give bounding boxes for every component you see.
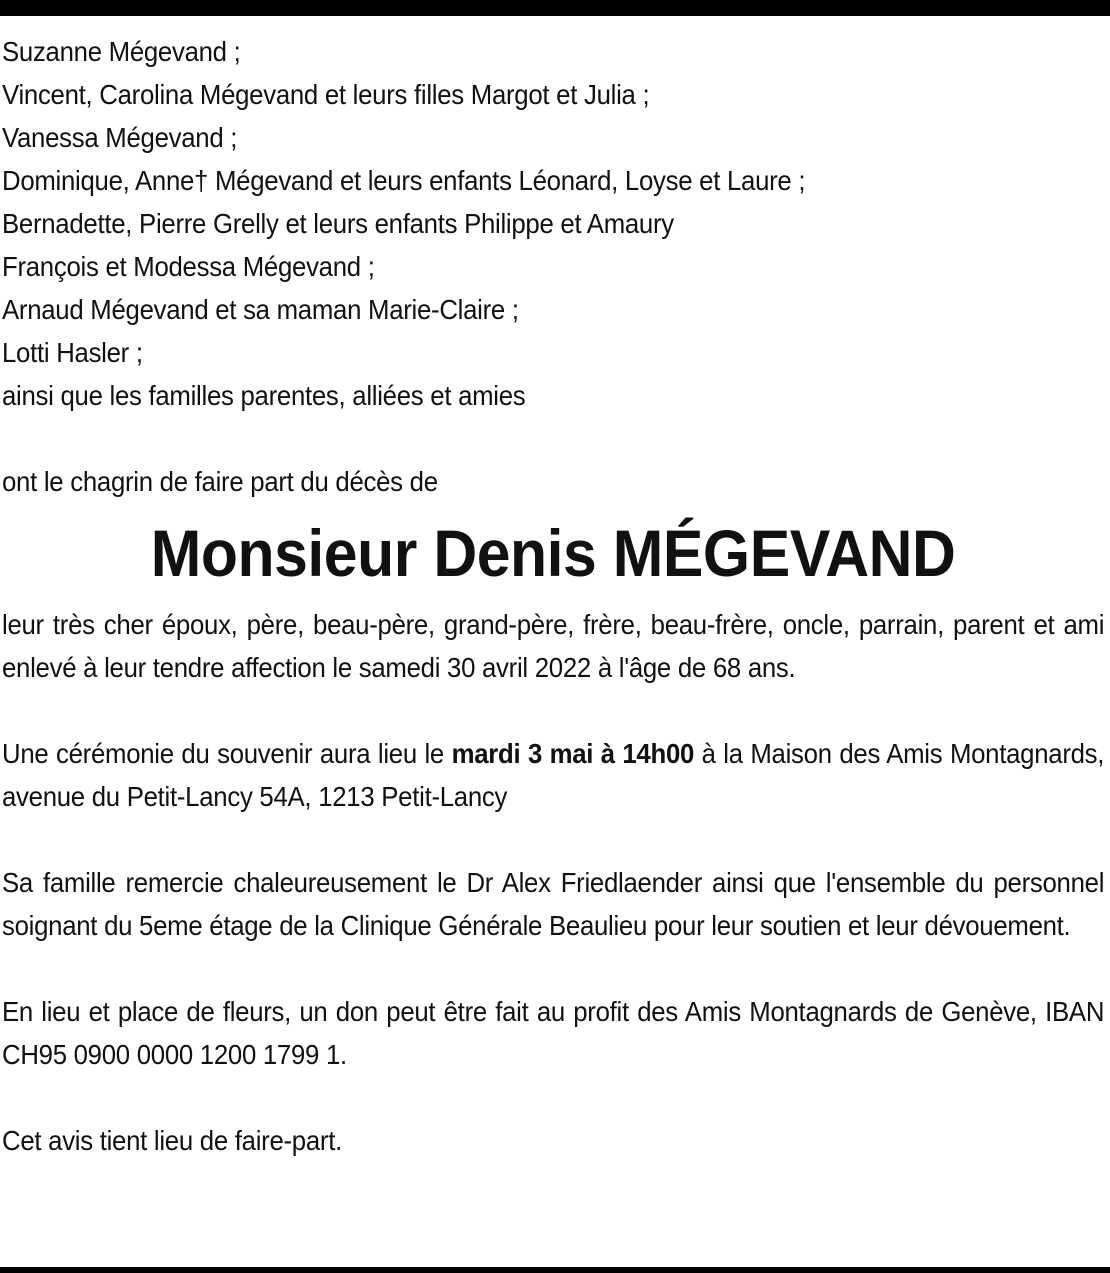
ceremony-date-time: mardi 3 mai à 14h00 [451,738,695,769]
family-line: Bernadette, Pierre Grelly et leurs enfants Philippe et Amaury [2,208,674,239]
ceremony-paragraph [2,732,1104,818]
announcement-text: ont le chagrin de faire part du décès de [2,466,438,497]
spacer [2,1076,1020,1119]
ceremony-text-before: Une cérémonie du souvenir aura lieu le [2,738,452,769]
deceased-name: Monsieur Denis MÉGEVAND [150,516,956,590]
family-line: Dominique, Anne† Mégevand et leurs enfants Léonard, Loyse et Laure ; [2,165,806,196]
spacer [2,689,1020,732]
top-rule [0,0,1110,16]
family-line: Lotti Hasler ; [2,337,143,368]
donation-paragraph: En lieu et place de fleurs, un don peut être fait au profit des Amis Montagnards de Genève, IBAN CH95 0900 0000 1200 1799 1. [2,996,1105,1070]
family-line: Suzanne Mégevand ; [2,36,241,67]
tribute-paragraph: leur très cher époux, père, beau-père, grand-père, frère, beau-frère, oncle, parrain, parent et ami enlevé à leur tendre affection le samedi 30 avril 2022 à l'âge de 68 ans. [2,609,1105,683]
spacer [2,417,1020,460]
thanks-paragraph: Sa famille remercie chaleureusement le Dr Alex Friedlaender ainsi que l'ensemble du personnel soignant du 5eme étage de la Clinique Générale Beaulieu pour leur soutien et leur dévouement. [2,867,1105,941]
obituary-notice [2,30,1105,1162]
family-line: Vanessa Mégevand ; [2,122,238,153]
family-list [2,30,1020,417]
family-line: Arnaud Mégevand et sa maman Marie-Claire ; [2,294,519,325]
family-line: ainsi que les familles parentes, alliées et amies [2,380,526,411]
family-line: Vincent, Carolina Mégevand et leurs filles Margot et Julia ; [2,79,650,110]
closing-text: Cet avis tient lieu de faire-part. [2,1125,342,1156]
spacer [2,818,1020,861]
bottom-rule [0,1267,1110,1273]
ceremony-text-after: à la Maison des Amis Montagnards, avenue du Petit-Lancy 54A, 1213 Petit-Lancy [2,738,1105,812]
spacer [2,947,1020,990]
family-line: François et Modessa Mégevand ; [2,251,375,282]
